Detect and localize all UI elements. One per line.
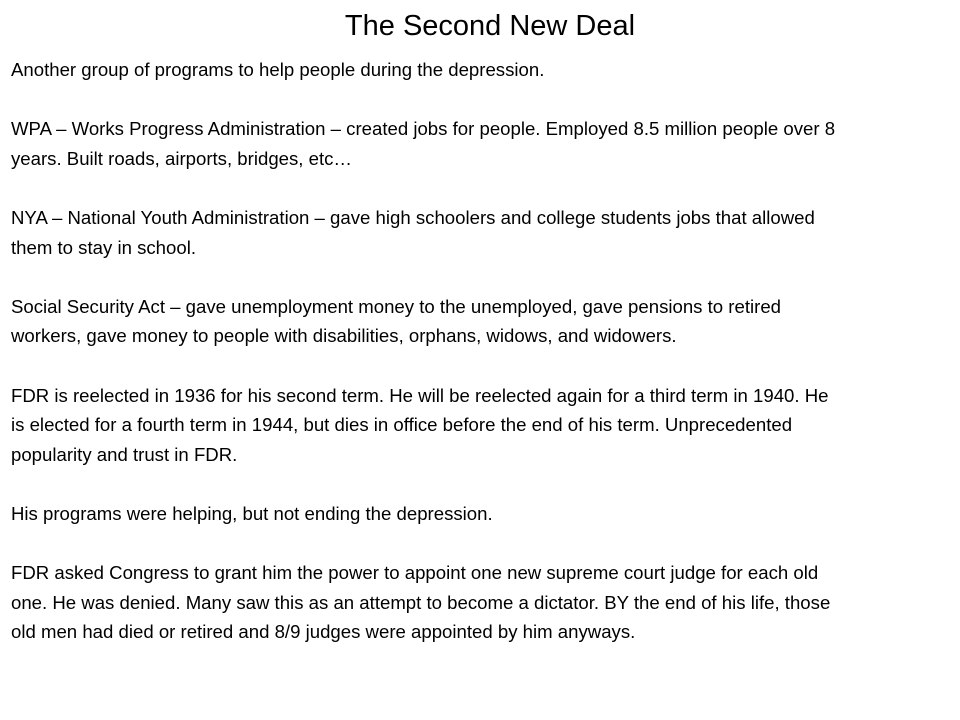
- paragraph-programs-effect: His programs were helping, but not ending the depression.: [11, 502, 493, 524]
- paragraph-fdr-reelection: FDR is reelected in 1936 for his second term. He will be reelected again for a third term in 1940. He is elected for a fourth term in 1944, but dies in office before the end of his term. Unprecedented popularity and trust in FDR.: [11, 384, 829, 465]
- slide-title: The Second New Deal: [344, 10, 636, 42]
- paragraph-wpa: WPA – Works Progress Administration – created jobs for people. Employed 8.5 million people over 8 years. Built roads, airports, bridges, etc…: [11, 118, 836, 169]
- paragraph-nya: NYA – National Youth Administration – gave high schoolers and college students jobs that allowed them to stay in school.: [11, 206, 815, 258]
- paragraph-court-packing: FDR asked Congress to grant him the power to appoint one new supreme court judge for each old one. He was denied. Many saw this as an attempt to become a dictator. BY the end of his life, those old men had died or retired and 8/9 judges were appointed by him anyways.: [11, 562, 831, 643]
- paragraph-social-security: Social Security Act – gave unemployment money to the unemployed, gave pensions to retired workers, gave money to people with disabilities, orphans, widows, and widowers.: [11, 295, 782, 347]
- paragraph-intro: Another group of programs to help people during the depression.: [11, 59, 545, 80]
- slide-body: [11, 55, 841, 647]
